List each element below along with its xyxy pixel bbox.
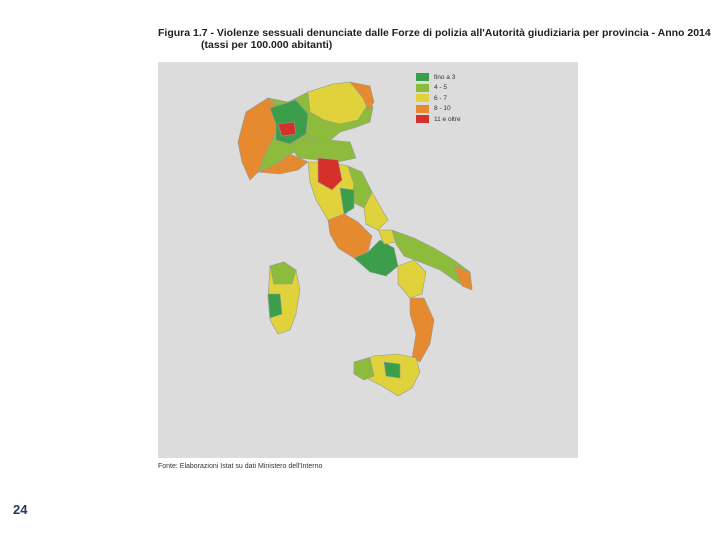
legend-item <box>416 104 461 115</box>
legend-swatch <box>416 73 429 81</box>
map-panel <box>158 62 578 458</box>
italy-map <box>158 62 578 458</box>
region-basilicata <box>398 260 426 298</box>
legend-label: 11 e oltre <box>434 115 461 123</box>
legend-label: 8 - 10 <box>434 105 451 113</box>
figure-source: Fonte: Elaborazioni Istat su dati Ministero dell'Interno <box>158 463 323 470</box>
legend-item <box>416 93 461 104</box>
legend-swatch <box>416 94 429 102</box>
legend-label: 4 - 5 <box>434 84 448 92</box>
figure-title <box>158 27 711 51</box>
region-sardegna-west <box>268 294 282 318</box>
legend-label: fino a 3 <box>434 73 456 81</box>
region-sicilia-west <box>354 358 374 380</box>
legend-item <box>416 72 461 83</box>
legend-swatch <box>416 84 429 92</box>
region-calabria <box>410 298 434 362</box>
legend-swatch <box>416 105 429 113</box>
page-number: 24 <box>13 502 28 517</box>
figure-title-line2: (tassi per 100.000 abitanti) <box>201 39 333 51</box>
region-sardegna-north <box>270 262 296 284</box>
figure-title-line1: Figura 1.7 - Violenze sessuali denunciate dalle Forze di polizia all'Autorità giudiziaria per provincia - Anno 2014 <box>158 27 711 39</box>
map-legend <box>416 72 461 125</box>
legend-label: 6 - 7 <box>434 94 448 102</box>
legend-item <box>416 83 461 94</box>
legend-swatch <box>416 115 429 123</box>
region-sicilia-center <box>384 362 400 378</box>
legend-item <box>416 114 461 125</box>
